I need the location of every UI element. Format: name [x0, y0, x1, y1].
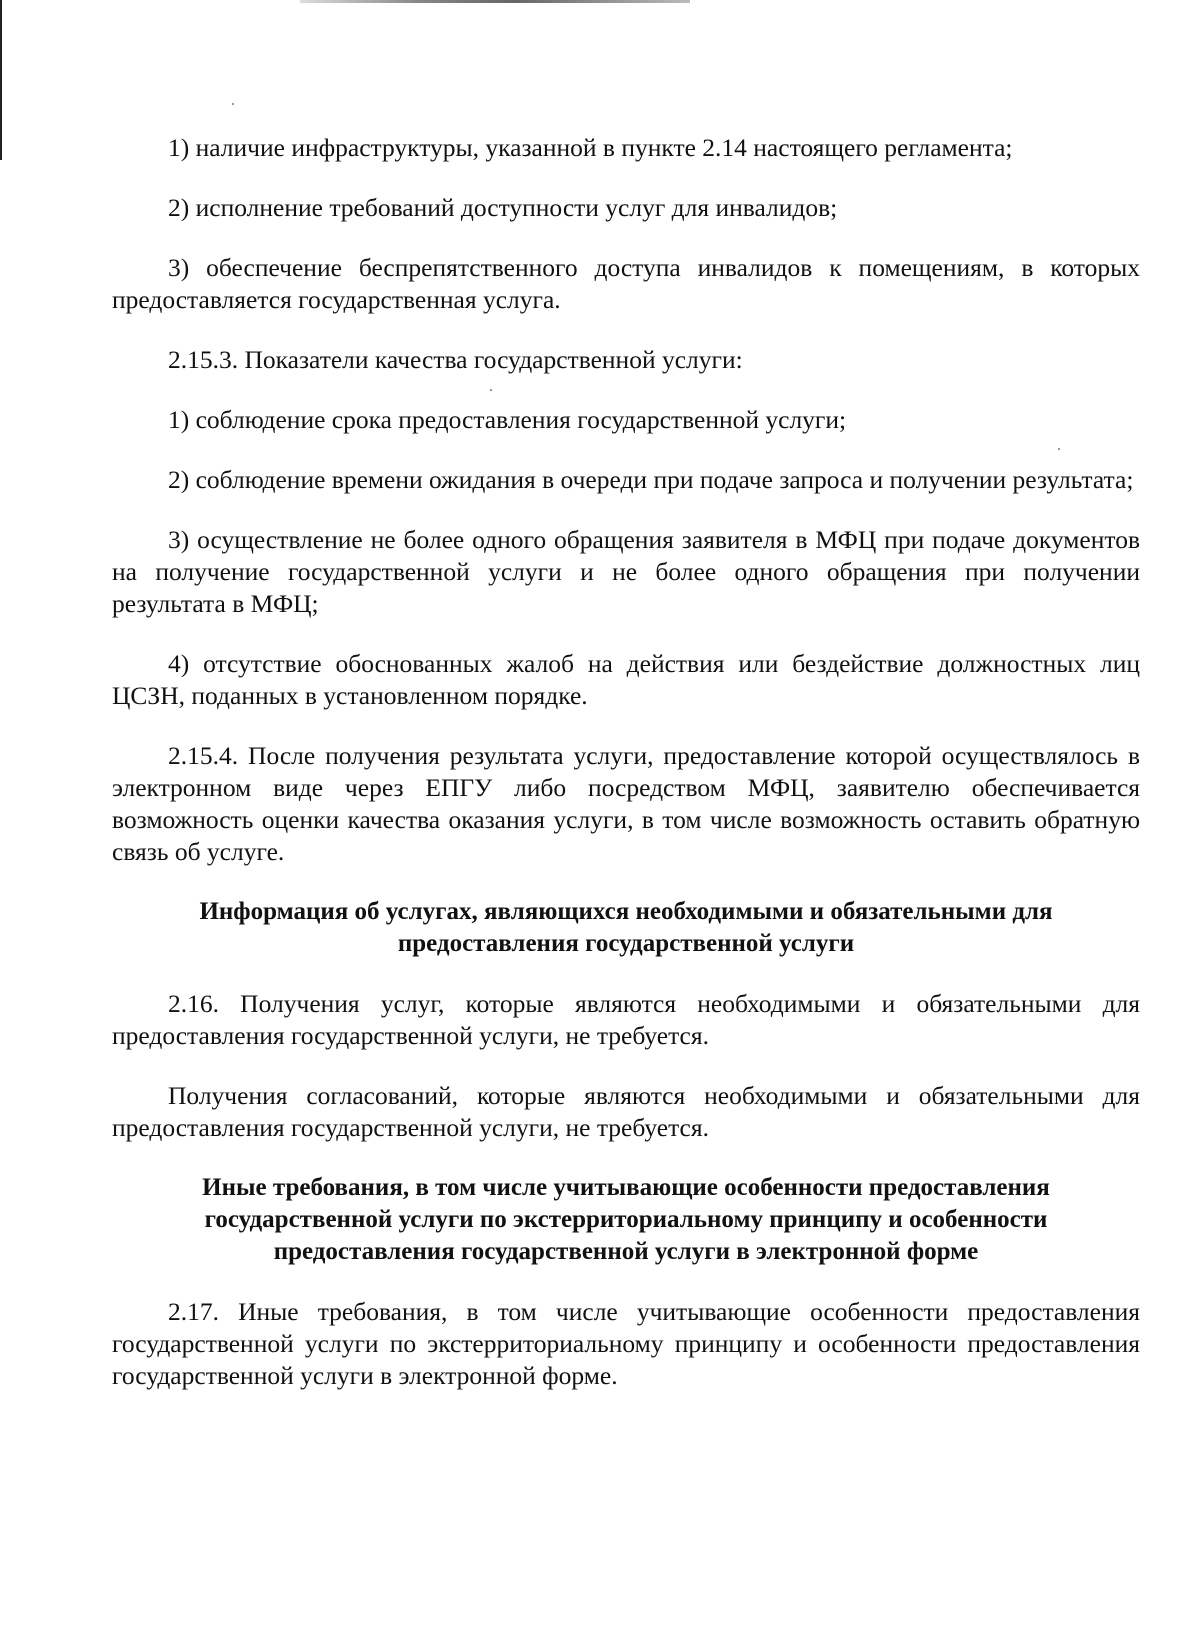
section-2-15-3: 2.15.3. Показатели качества государственной услуги: [168, 345, 743, 374]
document-body [112, 132, 1140, 1420]
heading-required-services: Информация об услугах, являющихся необходимыми и обязательными для предоставления государственной услуги [199, 898, 1053, 957]
list-item-waiting-time: 2) соблюдение времени ожидания в очереди при подаче запроса и получении результата; [168, 465, 1134, 494]
list-item-mfc-visits: 3) осуществление не более одного обращения заявителя в МФЦ при подаче документов на получение государственной услуги и не более одного обращения при получении результата в МФЦ; [112, 525, 1140, 618]
scan-left-edge [0, 0, 2, 160]
list-item-deadline-compliance: 1) соблюдение срока предоставления государственной услуги; [168, 405, 847, 434]
scan-top-artifact [300, 0, 690, 3]
section-2-17: 2.17. Иные требования, в том числе учитывающие особенности предоставления государственной услуги по экстерриториальному принципу и особенности предоставления государственной услуги в электронной форме. [112, 1297, 1140, 1390]
list-item-no-complaints: 4) отсутствие обоснованных жалоб на действия или бездействие должностных лиц ЦСЗН, поданных в установленном порядке. [112, 649, 1140, 710]
scan-speck [232, 103, 234, 105]
heading-other-requirements: Иные требования, в том числе учитывающие особенности предоставления государственной услуги по экстерриториальному принципу и особенности предоставления государственной услуги в электронной форме [202, 1174, 1050, 1265]
list-item-accessibility-requirements: 2) исполнение требований доступности услуг для инвалидов; [168, 193, 838, 222]
list-item-infrastructure: 1) наличие инфраструктуры, указанной в пункте 2.14 настоящего регламента; [168, 133, 1013, 162]
paragraph-approvals: Получения согласований, которые являются необходимыми и обязательными для предоставления государственной услуги, не требуется. [112, 1081, 1140, 1142]
section-2-16: 2.16. Получения услуг, которые являются необходимыми и обязательными для предоставления государственной услуги, не требуется. [112, 989, 1140, 1050]
list-item-unimpeded-access: 3) обеспечение беспрепятственного доступа инвалидов к помещениям, в которых предоставляется государственная услуга. [112, 253, 1140, 314]
section-2-15-4: 2.15.4. После получения результата услуги, предоставление которой осуществлялось в электронном виде через ЕПГУ либо посредством МФЦ, заявителю обеспечивается возможность оценки качества оказания услуги, в том числе возможность оставить обратную связь об услуге. [112, 741, 1140, 866]
